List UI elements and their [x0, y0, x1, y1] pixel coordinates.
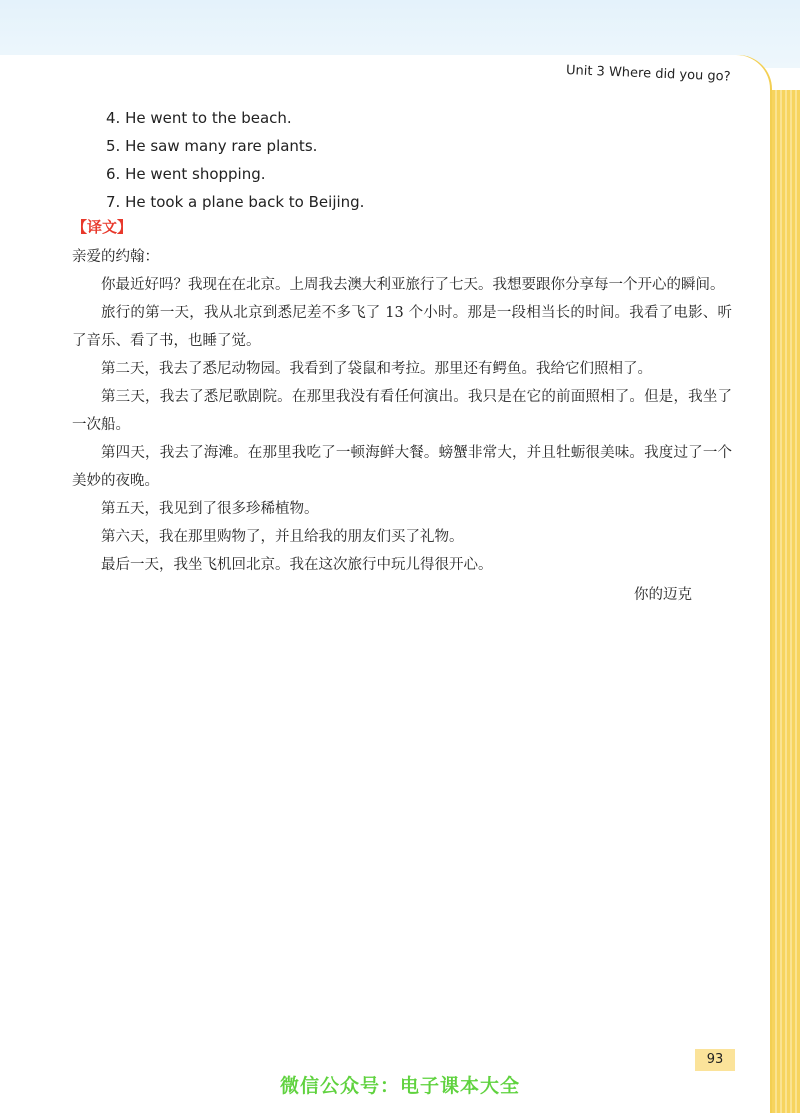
page-number-badge: 93 — [695, 1049, 735, 1071]
answer-item-4: 4. He went to the beach. — [106, 109, 292, 127]
letter-paragraph-3: 第二天，我去了悉尼动物园。我看到了袋鼠和考拉。那里还有鳄鱼。我给它们照相了。 — [101, 361, 652, 377]
translation-label: 【译文】 — [72, 218, 133, 236]
unit-running-head: Unit 3 Where did you go? — [565, 63, 731, 85]
letter-paragraph-5: 第四天，我去了海滩。在那里我吃了一顿海鲜大餐。螃蟹非常大，并且牡蛎很美味。我度过了一个美妙的夜晚。 — [72, 445, 732, 489]
translation-text — [72, 243, 732, 609]
letter-signature: 你的迈克 — [634, 587, 692, 603]
answer-item-6: 6. He went shopping. — [106, 165, 266, 183]
letter-paragraph-2: 旅行的第一天，我从北京到悉尼差不多飞了 13 个小时。那是一段相当长的时间。我看了电影、听了音乐、看了书，也睡了觉。 — [72, 305, 732, 349]
letter-paragraph-1: 你最近好吗？我现在在北京。上周我去澳大利亚旅行了七天。我想要跟你分享每一个开心的瞬间。 — [101, 277, 725, 293]
letter-paragraph-8: 最后一天，我坐飞机回北京。我在这次旅行中玩儿得很开心。 — [101, 557, 493, 573]
answer-item-5: 5. He saw many rare plants. — [106, 137, 318, 155]
letter-paragraph-7: 第六天，我在那里购物了，并且给我的朋友们买了礼物。 — [101, 529, 464, 545]
letter-greeting: 亲爱的约翰： — [72, 249, 159, 265]
watermark-text: 微信公众号：电子课本大全 — [279, 1075, 520, 1097]
letter-paragraph-4: 第三天，我去了悉尼歌剧院。在那里我没有看任何演出。我只是在它的前面照相了。但是，我坐了一次船。 — [72, 389, 732, 433]
answer-item-7: 7. He took a plane back to Beijing. — [106, 193, 365, 211]
letter-paragraph-6: 第五天，我见到了很多珍稀植物。 — [101, 501, 319, 517]
answer-list — [106, 104, 364, 216]
